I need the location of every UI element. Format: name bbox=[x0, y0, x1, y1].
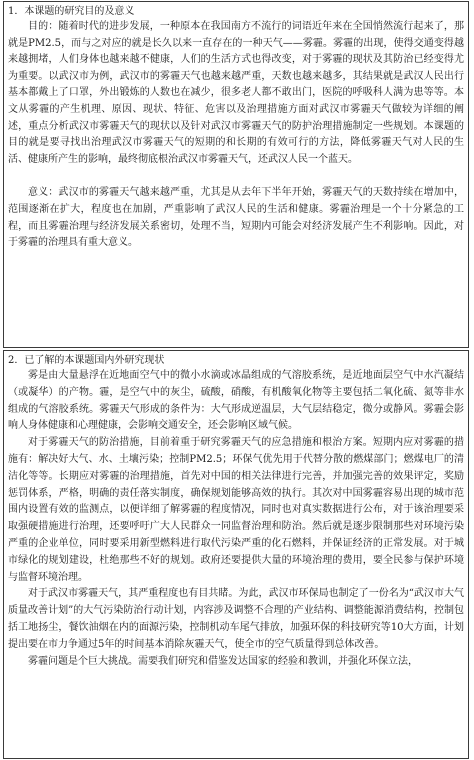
paragraph-challenge: 雾霾问题是个巨大挑战。需要我们研究和借鉴发达国家的经验和教训，并强化环保立法， bbox=[28, 655, 418, 667]
paragraph-definition: 雾是由大量悬浮在近地面空气中的微小水滴或冰晶组成的气溶胶系统，是近地面层空气中水汽凝结（或凝华）的产物。霾，是空气中的灰尘，硫酸，硝酸，有机酸氧化物等主要包括二氧化硫、氮等非水组成的气溶胶系统。雾霾天气形成的条件为：大气形成逆温层，大气层结稳定，微分或静风。雾霾会影响人身体健康和心理健康，会影响交通安全，还会影响区域气候。 bbox=[8, 370, 464, 432]
section-research-purpose bbox=[3, 1, 469, 348]
paragraph-measures: 对于雾霾天气的防治措施，目前着重于研究雾霾天气的应急措施和根治方案。短期内应对雾霾的措施有：解决好大气、水、土壤污染；控制PM2.5；环保气优先用于代替分散的燃煤部门；燃煤电厂的清洁化等等。长期应对雾霾的治理措施，首先对中国的相关法律进行完善，并加强完善的效果评定，奖励惩罚体系，严格，明确的责任落实制度，确保规划能够高效的执行。其次对中国雾霾容易出现的城市范围内设置有效的监测点，以便详细了解雾霾的程度情况，同时也对真实数据进行公布，对于该治理要采取强硬措施进行治理，还要呼吁广大人民群众一同监督治理和防治。然后就是逐步限制那些对环境污染严重的企业单位，同时要采用新型燃料进行取代污染严重的化石燃料，并保证经济的正常发展。对于城市绿化的规划建设，杜绝那些不好的规划。政府还要提供大量的环境治理的费用，要全民参与保护环境与监督环境治理。 bbox=[8, 437, 464, 583]
section-research-status bbox=[3, 350, 469, 759]
section-title: 2．已了解的本课题国内外研究现状 bbox=[8, 355, 165, 366]
paragraph-wuhan-plan: 对于武汉市雾霾天气，其严重程度也有目共睹。为此，武汉市环保局也制定了一份名为“武汉市大气质量改善计划”的大气污染防治行动计划，内容涉及调整不合理的产业结构、调整能源消费结构，控制包括工地扬尘，餐饮油烟在内的面源污染，控制机动车尾气排放，加强环保的科技研究等10大方面，计划提出要在市力争通过5年的时间基本消除灰霾天气，使全市的空气质量得到总体改善。 bbox=[8, 588, 464, 650]
section-title: 1．本课题的研究目的及意义 bbox=[8, 6, 135, 17]
paragraph-purpose: 目的：随着时代的进步发展，一种原本在我国南方不流行的词语近年来在全国悄然流行起来了，那就是PM2.5，而与之对应的就是长久以来一直存在的一种天气——雾霾。雾霾的出现，使得交通变得越来越拥堵，人们身体也越来越不健康，人们的生活方式也得改变，对于雾霾的现状及其防治已经变得尤为重要。以武汉市为例，武汉市的雾霾天气也越来越严重，天数也越来越多，其结果就是武汉人民出行基本都戴上了口罩，外出锻炼的人数也在减少，很多老人都不敢出门，医院的呼吸科人满为患等等。本文从雾霾的产生机理、原因、现状、特征、危害以及治理措施方面对武汉市雾霾天气做较为详细的阐述，重点分析武汉市雾霾天气的现状以及针对武汉市雾霾天气的防护治理措施制定一些规划。本课题的目的就是要寻找出治理武汉市雾霾天气的短期的和长期的有效可行的方法，降低雾霾天气对人民的生活、健康所产生的影响，最终彻底根治武汉市雾霾天气，还武汉人民一个蓝天。 bbox=[8, 21, 464, 165]
paragraph-significance: 意义：武汉市的雾霾天气越来越严重，尤其是从去年下半年开始，雾霾天气的天数持续在增加中，范围逐渐在扩大，程度也在加剧，严重影响了武汉人民的生活和健康。雾霾治理是一个十分紧急的工程，而且雾霾治理与经济发展关系密切，处理不当，短期内可能会对经济发展产生不利影响。因此，对于雾霾的治理具有重大意义。 bbox=[8, 187, 464, 249]
